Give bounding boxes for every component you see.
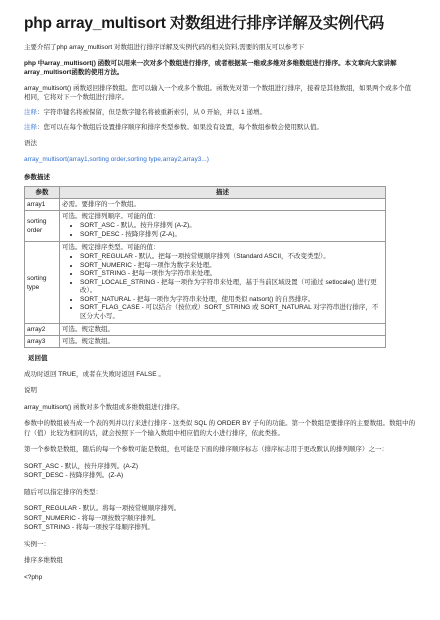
option-list (62, 222, 383, 239)
list-item: • SORT_STRING - 把每一项作为字符串来处理。 (80, 270, 383, 279)
param-desc-text: 可选。规定排序类型。可能的值： (62, 244, 160, 251)
explain-2: 参数中的数组被当成一个表的列并以行来进行排序 - 这类似 SQL 的 ORDER BY 子句的功能。第一个数组是要排序的主要数组。数组中的行（值）比较为相同的话，就会按照下一个输入数组中相应值的大小进行排序，依此类推。 (24, 420, 416, 437)
table-row (25, 211, 386, 242)
lead-text: php 中array_multisort() 函数可以用来一次对多个数组进行排序，或者根据某一维或多维对多维数组进行排序。本文章向大家讲解array_multisort函数的使用方法。 (24, 59, 397, 76)
description-text: array_multisort() 函数返回排序数组。您可以输入一个或多个数组。函数先对第一个数组进行排序，接着是其他数组，如果两个或多个值相同，它将对下一个数组进行排序。 (24, 84, 412, 101)
param-desc-text: 必需。要排序的一个数组。 (62, 201, 140, 208)
explain-1: array_multisort() 函数对多个数组或多维数组进行排序。 (24, 403, 184, 411)
col-desc-header: 描述 (60, 187, 386, 199)
param-name: array3 (25, 336, 60, 348)
param-desc (60, 242, 386, 324)
explain-3: 第一个参数是数组，随后的每一个参数可能是数组，也可能是下面的排序顺序标志（排序标志用于更改默认的排列顺序）之一： (24, 446, 388, 453)
explain-label: 说明 (24, 387, 37, 394)
flag-desc: SORT_DESC - 按降序排列。(Z-A) (24, 472, 124, 479)
example-label: 实例一： (24, 540, 50, 548)
list-item: • SORT_NATURAL - 把每一项作为字符串来处理，使用类似 natsort() 的自然排序。 (80, 296, 383, 305)
table-row (25, 336, 386, 348)
syntax-text: array_multisort(array1,sorting order,sorting type,array2,array3...) (24, 156, 209, 163)
param-desc: 可选。规定数组。 (60, 324, 386, 336)
table-row (25, 324, 386, 336)
col-param-header: 参数 (25, 187, 60, 199)
param-name: sorting order (25, 211, 60, 242)
syntax-label: 语法 (24, 139, 37, 147)
params-table (24, 186, 386, 348)
intro-text: 主要介绍了php array_multisort 对数组进行排序详解及实例代码的相关资料,需要的朋友可以参考下 (24, 44, 305, 51)
table-header-row (25, 187, 386, 199)
param-name: array2 (25, 324, 60, 336)
list-item: • SORT_DESC - 按降序排列 (Z-A)。 (80, 231, 383, 240)
type-regular: SORT_REGULAR - 默认。将每一项按常规顺序排列。 (24, 505, 181, 512)
note-2-text: ：您可以在每个数组后设置排序顺序和排序类型参数。如果没有设置，每个数组参数会使用默认值。 (37, 124, 323, 131)
example-title: 排序多维数组 (24, 557, 63, 564)
return-text: 成功时返回 TRUE，或者在失败时返回 FALSE 。 (24, 370, 165, 378)
list-item: • SORT_LOCALE_STRING - 把每一项作为字符串来处理，基于当前区域设置（可通过 setlocale() 进行更改）。 (80, 279, 383, 296)
param-desc-text: 可选。规定排列顺序。可能的值： (62, 213, 160, 220)
param-desc (60, 199, 386, 211)
list-item: • SORT_ASC - 默认。按升序排列 (A-Z)。 (80, 222, 383, 231)
page-title: php array_multisort 对数组进行排序详解及实例代码 (24, 15, 385, 32)
param-desc (60, 211, 386, 242)
after-label: 随后可以指定排序的类型： (24, 488, 102, 496)
table-row (25, 199, 386, 211)
note-1-label: 注释 (24, 108, 37, 116)
type-numeric: SORT_NUMERIC - 将每一项按数字顺序排列。 (24, 514, 160, 522)
param-name: array1 (25, 199, 60, 211)
param-desc: 可选。规定数组。 (60, 336, 386, 348)
list-item: • SORT_NUMERIC - 把每一项作为数字来处理。 (80, 262, 383, 271)
params-title: 参数描述 (24, 173, 50, 181)
param-name: sorting type (25, 242, 60, 324)
type-string: SORT_STRING - 将每一项按字母顺序排列。 (24, 524, 154, 531)
list-item: • SORT_REGULAR - 默认。把每一项按常规顺序排列（Standard ASCII，不改变类型）。 (80, 253, 383, 262)
flag-asc: SORT_ASC - 默认，按升序排列。(A-Z) (24, 462, 138, 470)
code-start: <?php (24, 573, 43, 581)
note-1-text: ：字符串键名将被保留，但是数字键名将被重新索引，从 0 开始，并以 1 递增。 (37, 108, 266, 116)
table-row (25, 242, 386, 324)
list-item: • SORT_FLAG_CASE - 可以结合（按位或）SORT_STRING 或 SORT_NATURAL 对字符串进行排序，不区分大小写。 (80, 304, 383, 321)
option-list (62, 253, 383, 321)
note-1 (24, 108, 416, 118)
note-2 (24, 123, 416, 133)
note-2-label: 注释 (24, 124, 37, 131)
return-title: 返回值 (28, 355, 48, 362)
